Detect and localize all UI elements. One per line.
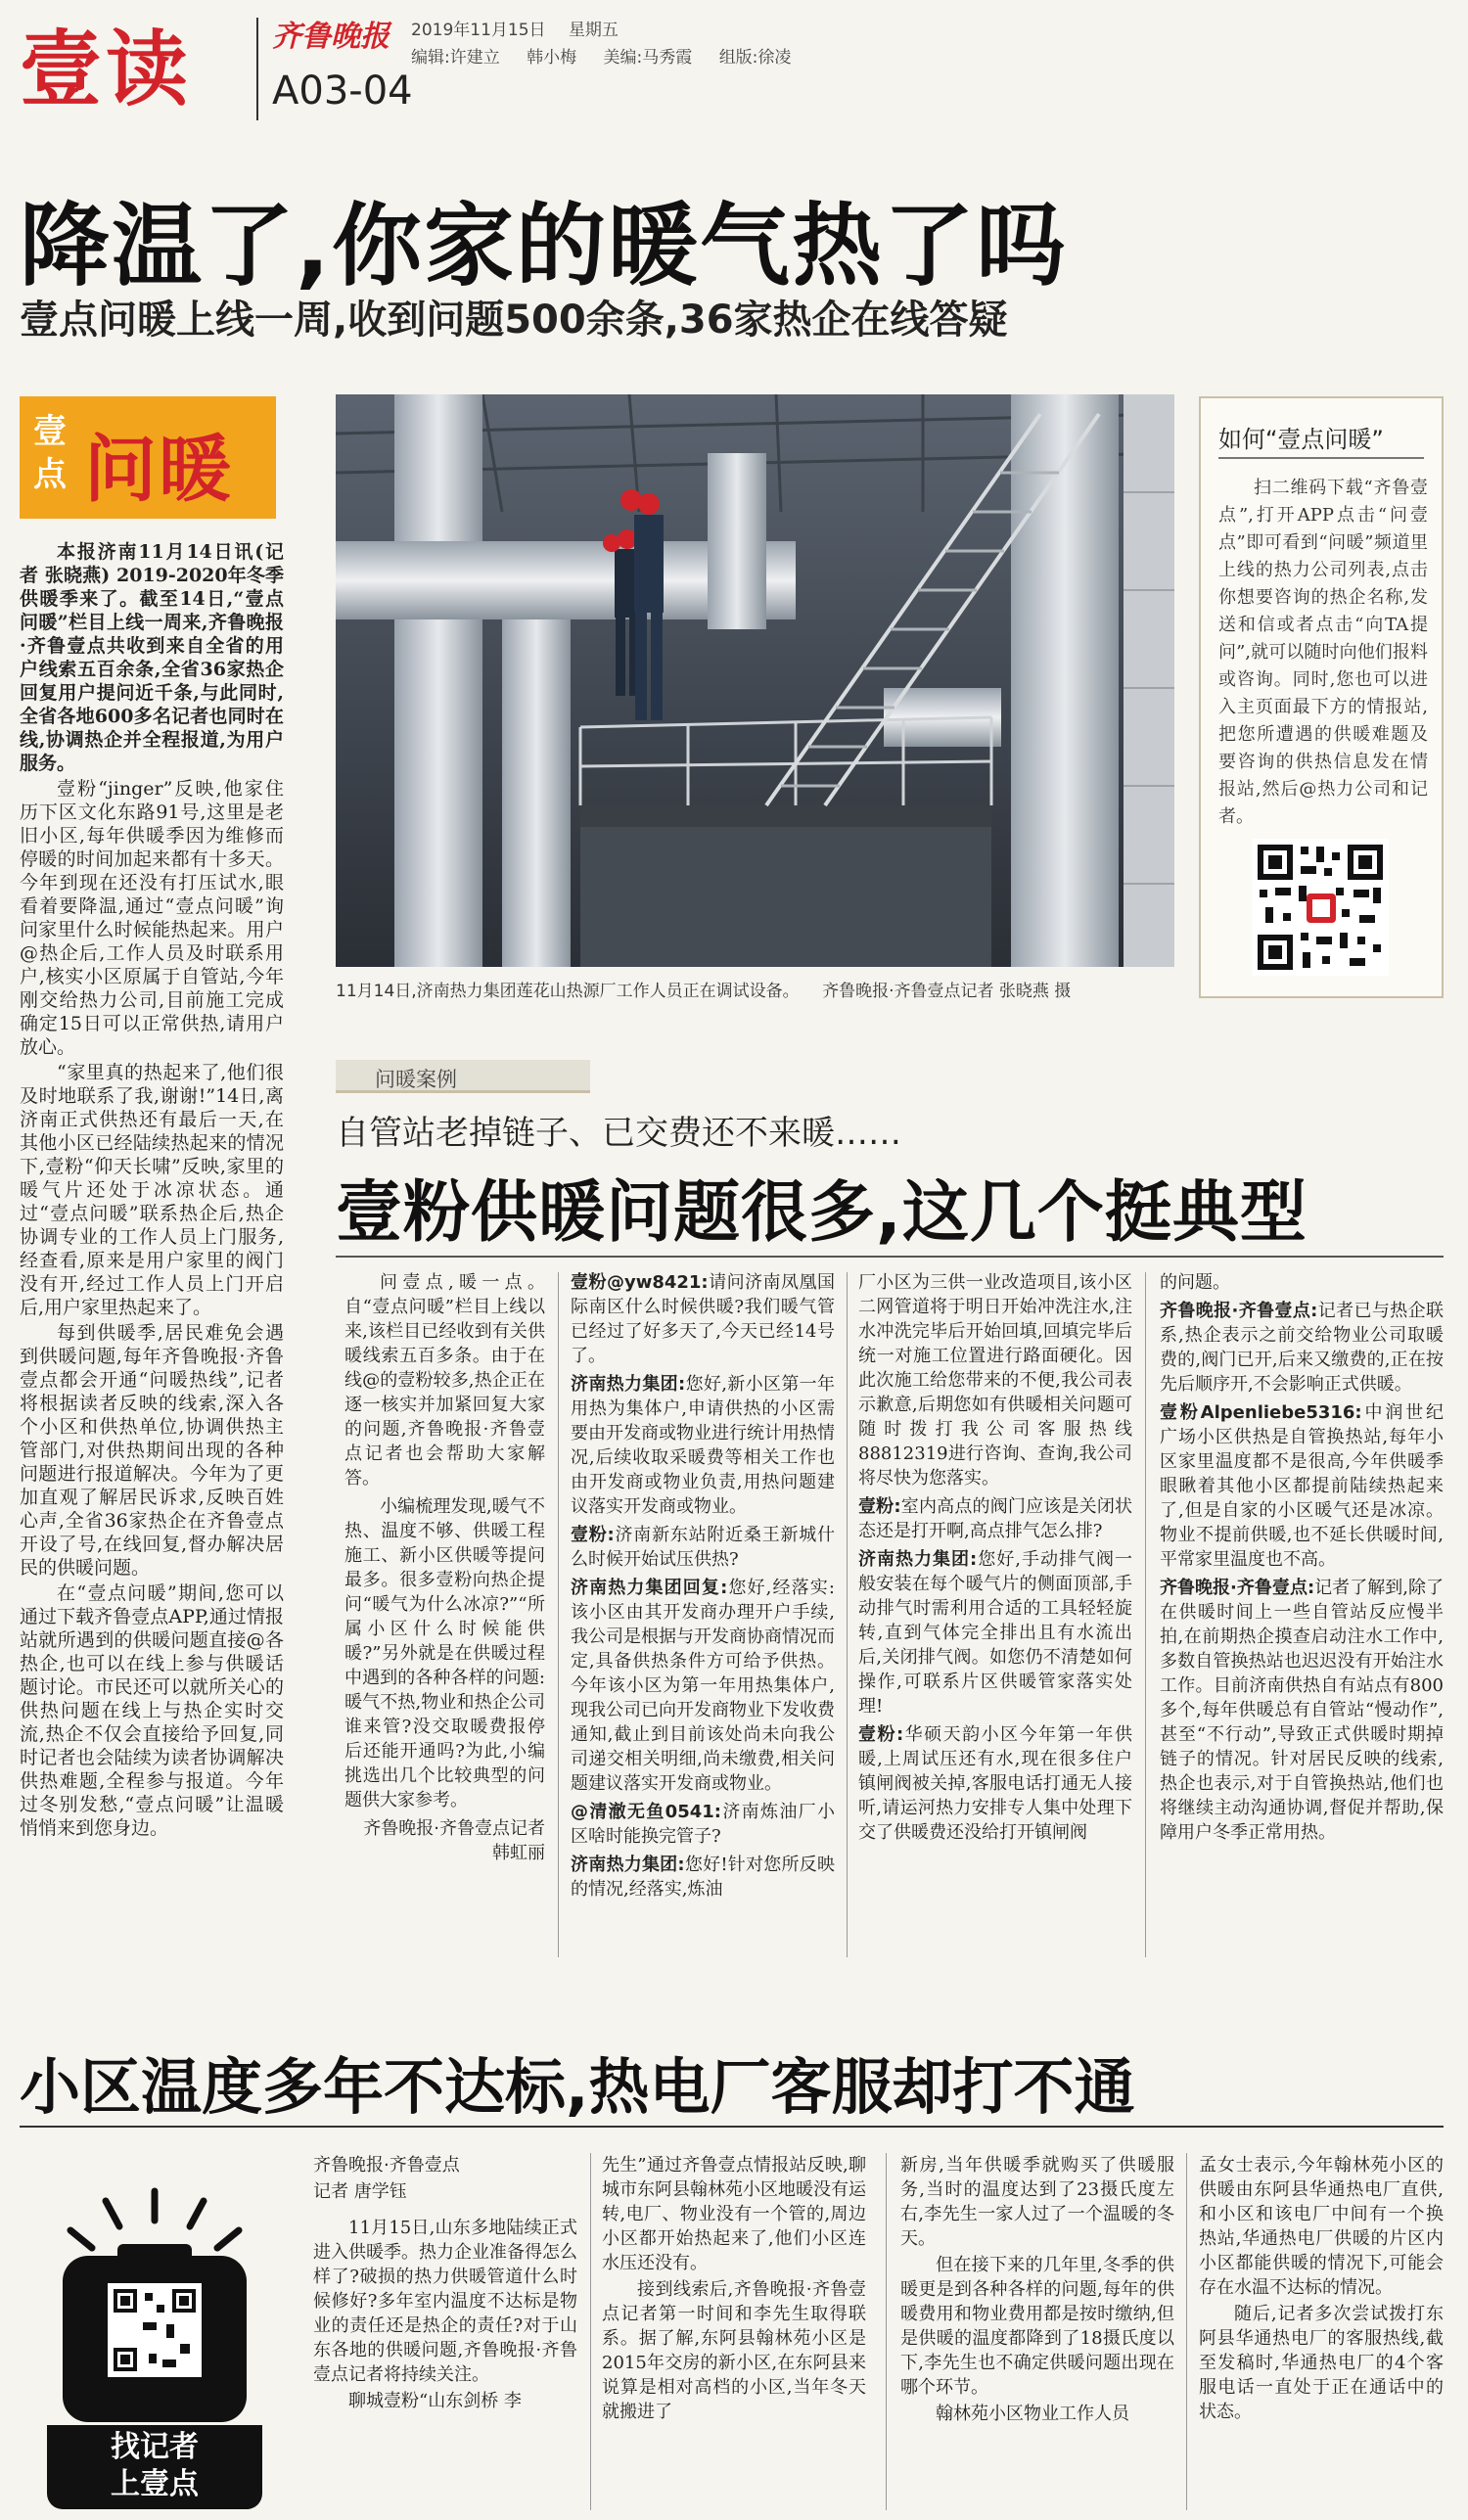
howto-text: 扫二维码下载“齐鲁壹点”,打开APP点击“问壹点”即可看到“问暖”频道里上线的热力公司列表,点击你想要咨询的热企名称,发送和信或者点击“向TA提问”,就可以随时向他们报料或咨询。同时,您也可以进入主页面最下方的情报站,把您所遭遇的供暖难题及要咨询的供热信息发在情报站,然后@热力公司和记者。 bbox=[1218, 478, 1428, 827]
qa-lead: 壹粉: bbox=[858, 1724, 904, 1745]
issue-weekday: 星期五 bbox=[568, 21, 619, 40]
bottom-article-column-3 bbox=[900, 2153, 1174, 2515]
qa-item bbox=[1160, 1400, 1444, 1572]
paper-name-logo: 齐鲁晚报 bbox=[272, 20, 390, 54]
news-photo bbox=[336, 394, 1174, 967]
column-logo bbox=[20, 396, 276, 519]
qa-text: 华硕天韵小区今年第一年供暖,上周试压还有水,现在很多住户镇闸阀被关掉,客服电话打通无人接听,请运河热力安排专人集中处理下交了供暖费还没给打开镇闸阀 bbox=[858, 1724, 1132, 1843]
bottom-headline: 小区温度多年不达标,热电厂客服却打不通 bbox=[20, 2051, 1135, 2123]
bottom-divider bbox=[20, 2126, 1444, 2128]
article-paragraph: 但在接下来的几年里,冬季的供暖更是到各种各样的问题,每年的供暖费用和物业费用都是按时缴纳,但是供暖的温度都降到了18摄氏度以下,李先生也不确定供暖问题出现在哪个环节。 bbox=[900, 2255, 1174, 2398]
article-paragraph: 11月15日,山东多地陆续正式进入供暖季。热力企业准备得怎么样了?破损的热力供暖管道什么时候修好?多年室内温度不达标是物业的责任还是热企的责任?对于山东各地的供暖问题,齐鲁晚报·齐鲁壹点记者将持续关注。 bbox=[313, 2218, 577, 2385]
staff-line bbox=[411, 43, 812, 68]
qa-lead: 齐鲁晚报·齐鲁壹点: bbox=[1160, 1578, 1315, 1598]
qa-lead: 壹粉@yw8421: bbox=[571, 1272, 709, 1293]
howto-title: 如何“壹点问暖” bbox=[1218, 426, 1384, 453]
article-paragraph: 壹粉“jinger”反映,他家住历下区文化东路91号,这里是老旧小区,每年供暖季因为维修而停暖的时间加起来都有十多天。今年到现在还没有打压试水,眼看着要降温,通过“壹点问暖”询问家里什么时候能热起来。用户@热企后,工作人员及时联系用户,核实小区原属于自管站,今年刚交给热力公司,目前施工完成确定15日可以正常供热,请用户放心。 bbox=[20, 778, 284, 1058]
column-divider bbox=[886, 2153, 887, 2510]
proofreader: 组版:徐凌 bbox=[718, 48, 792, 68]
article-paragraph: 每到供暖季,居民难免会遇到供暖问题,每年齐鲁晚报·齐鲁壹点都会开通“问暖热线”,记者将根据读者反映的线索,深入各个小区和供热单位,协调供热主管部门,对供热期间出现的各种问题进行报道解决。今年为了更加直观了解居民诉求,反映百姓心声,全省36家热企在齐鲁壹点开设了号,在线回复,督办解决居民的供暖问题。 bbox=[20, 1322, 284, 1579]
qa-text: 济南新东站附近桑王新城什么时候开始试压供热? bbox=[571, 1525, 835, 1570]
badge-line-2: 上壹点 bbox=[111, 2467, 199, 2501]
article-paragraph: 聊城壹粉“山东剑桥 李 bbox=[348, 2391, 522, 2411]
column-divider bbox=[1186, 2153, 1187, 2510]
case-byline: 齐鲁晚报·齐鲁壹点记者 韩虹丽 bbox=[363, 1818, 545, 1863]
qa-text: 室内高点的阀门应该是关闭状态还是打开啊,高点排气怎么排? bbox=[858, 1496, 1132, 1541]
qa-lead: 齐鲁晚报·齐鲁壹点: bbox=[1160, 1301, 1318, 1321]
qa-lead: 济南热力集团: bbox=[571, 1855, 685, 1875]
camera-icon[interactable] bbox=[57, 2187, 252, 2422]
qa-lead: 壹粉: bbox=[858, 1496, 901, 1517]
qa-item bbox=[858, 1722, 1132, 1845]
qa-text: 您好!针对您所反映的情况,经落实,炼油 bbox=[571, 1855, 835, 1900]
qa-text: 济南炼油厂小区啥时能换完管子? bbox=[571, 1802, 835, 1847]
section-name: 壹读 bbox=[20, 22, 193, 117]
qa-text: 您好,手动排气阀一般安装在每个暖气片的侧面顶部,手动排气时需利用合适的工具轻轻旋转,直到气体完全排出且有水流出后,关闭排气阀。如您仍不清楚如何操作,可联系片区供暖管家落实处理! bbox=[858, 1549, 1132, 1717]
qr-code-icon[interactable] bbox=[1252, 839, 1389, 976]
lead-article bbox=[20, 540, 284, 1959]
qa-text: 记者了解到,除了在供暖时间上一些自管站反应慢半拍,在前期热企摸查启动注水工作中,多数自管换热站也迟迟没有开始注水工作。目前济南供热自有站点有800多个,每年供暖总有自管站“慢动作”,甚至“不行动”,导致正式供暖时期掉链子的情况。针对居民反映的线索,热企也表示,对于自管换热站,他们也将继续主动沟通协调,督促并帮助,保障用户冬季正常用热。 bbox=[1160, 1578, 1444, 1843]
case-divider bbox=[336, 1256, 1444, 1258]
issue-date: 2019年11月15日 bbox=[411, 21, 546, 40]
logo-small-text: 壹点 bbox=[33, 412, 67, 494]
page-number: A03-04 bbox=[272, 69, 413, 114]
badge-line-1: 找记者 bbox=[111, 2430, 199, 2464]
bottom-byline bbox=[313, 2153, 577, 2204]
qa-item bbox=[571, 1270, 835, 1368]
qa-item bbox=[858, 1494, 1132, 1543]
designer: 美编:马秀霞 bbox=[603, 48, 693, 68]
case-kicker: 自管站老掉链子、已交费还不来暖…… bbox=[336, 1114, 901, 1153]
qa-text: 中润世纪广场小区供热是自管换热站,每年小区家里温度都不是很高,今年供暖季眼瞅着其他小区都提前陆续热起来了,但是自家的小区暖气还是冰凉。物业不提前供暖,也不延长供暖时间,平常家里温度也不高。 bbox=[1160, 1402, 1444, 1570]
qa-item bbox=[858, 1270, 1132, 1490]
byline-outlet: 齐鲁晚报·齐鲁壹点 bbox=[313, 2155, 460, 2176]
qa-text: 记者已与热企联系,热企表示之前交给物业公司取暖费的,阀门已开,后来又缴费的,正在按先后顺序开,不会影响正式供暖。 bbox=[1160, 1301, 1444, 1395]
qa-item bbox=[1160, 1299, 1444, 1397]
byline-reporter: 记者 唐学钰 bbox=[313, 2181, 407, 2202]
article-paragraph: 接到线索后,齐鲁晚报·齐鲁壹点记者第一时间和李先生取得联系。据了解,东阿县翰林苑小区是2015年交房的新小区,在东阿县来说算是相对高档的小区,当年冬天就搬进了 bbox=[602, 2279, 866, 2422]
photo-caption bbox=[336, 977, 1174, 1001]
case-section-tag bbox=[336, 1060, 590, 1093]
masthead-divider bbox=[256, 18, 258, 120]
bottom-article-column-2 bbox=[602, 2153, 866, 2515]
qa-lead: 济南热力集团: bbox=[858, 1549, 978, 1570]
case-intro-paragraph: 问壹点,暖一点。自“壹点问暖”栏目上线以来,该栏目已经收到有关供暖线索五百多条。由于在线@的壹粉较多,热企正在逐一核实并加紧回复大家的问题,齐鲁晚报·齐鲁壹点记者也会帮助大家解答。 bbox=[344, 1272, 545, 1489]
qa-lead: 济南热力集团回复: bbox=[571, 1578, 728, 1598]
howto-divider bbox=[1218, 457, 1424, 459]
editor: 编辑:许建立 bbox=[411, 48, 500, 68]
qa-text: 请问济南凤凰国际南区什么时候供暖?我们暖气管已经过了好多天了,今天已经14号了。 bbox=[571, 1272, 835, 1366]
howto-sidebar bbox=[1199, 396, 1444, 998]
qa-lead: 壹粉Alpenliebe5316: bbox=[1160, 1402, 1362, 1423]
article-paragraph: 随后,记者多次尝试拨打东阿县华通热电厂的客服热线,截至发稿时,华通热电厂的4个客服电话一直处于正在通话中的状态。 bbox=[1199, 2304, 1444, 2422]
masthead bbox=[0, 0, 1468, 132]
column-divider bbox=[1145, 1272, 1146, 1957]
column-divider bbox=[590, 2153, 591, 2510]
column-divider bbox=[558, 1272, 559, 1957]
find-reporter-badge[interactable] bbox=[47, 2425, 262, 2509]
column-divider bbox=[847, 1272, 848, 1957]
main-subheadline: 壹点问暖上线一周,收到问题500余条,36家热企在线答疑 bbox=[20, 298, 1008, 343]
qa-item bbox=[571, 1576, 835, 1796]
qa-item bbox=[571, 1372, 835, 1519]
case-tag-label: 问暖案例 bbox=[375, 1068, 457, 1091]
case-intro-column bbox=[344, 1270, 545, 1955]
qa-text: 您好,新小区第一年用热为集体户,申请供热的小区需要由开发商或物业进行统计用热情况,后续收取采暖费等相关工作也由开发商或物业负责,用热问题建议落实开发商或物业。 bbox=[571, 1374, 835, 1517]
lead-paragraph: 本报济南11月14日讯(记者 张晓燕) 2019-2020年冬季供暖季来了。截至14日,“壹点问暖”栏目上线一周来,齐鲁晚报·齐鲁壹点共收到来自全省的用户线索五百余条,全省36家热企回复用户提问近千条,与此同时,全省各地600多名记者也同时在线,协调热企并全程报道,为用户服务。 bbox=[20, 541, 284, 774]
qa-lead: @清澈无鱼0541: bbox=[571, 1802, 721, 1822]
article-paragraph: 先生”通过齐鲁壹点情报站反映,聊城市东阿县翰林苑小区地暖没有运转,电厂、物业没有一个管的,周边小区都开始热起来了,他们小区连水压还没有。 bbox=[602, 2155, 866, 2273]
editor2: 韩小梅 bbox=[527, 48, 577, 68]
issue-info bbox=[411, 16, 636, 40]
article-paragraph: 翰林苑小区物业工作人员 bbox=[936, 2404, 1129, 2424]
photo-credit: 齐鲁晚报·齐鲁壹点记者 张晓燕 摄 bbox=[822, 982, 1072, 1001]
article-paragraph: “家里真的热起来了,他们很及时地联系了我,谢谢!”14日,离济南正式供热还有最后一天,在其他小区已经陆续热起来的情况下,壹粉“仰天长啸”反映,家里的暖气片还处于冰凉状态。通过“壹点问暖”联系热企后,热企协调专业的工作人员上门服务,经查看,原来是用户家里的阀门没有开,经过工作人员上门开启后,用户家里热起来了。 bbox=[20, 1062, 284, 1318]
main-headline: 降温了,你家的暖气热了吗 bbox=[20, 194, 1068, 298]
qa-text: 的问题。 bbox=[1160, 1272, 1230, 1293]
article-paragraph: 孟女士表示,今年翰林苑小区的供暖由东阿县华通热电厂直供,和小区和该电厂中间有一个换热站,华通热电厂供暖的片区内小区都能供暖的情况下,可能会存在水温不达标的情况。 bbox=[1199, 2155, 1444, 2298]
bottom-article-column-1 bbox=[313, 2153, 577, 2515]
case-intro-paragraph: 小编梳理发现,暖气不热、温度不够、供暖工程施工、新小区供暖等提问最多。很多壹粉向热企提问“暖气为什么冰凉?”“所属小区什么时候能供暖?”另外就是在供暖过程中遇到的各种各样的问题:暖气不热,物业和热企公司谁来管?没交取暖费报停后还能开通吗?为此,小编挑选出几个比较典型的问题供大家参考。 bbox=[344, 1496, 545, 1810]
article-paragraph: 在“壹点问暖”期间,您可以通过下载齐鲁壹点APP,通过情报站就所遇到的供暖问题直接@各热企,也可以在线上参与供暖话题讨论。市民还可以就所关心的供热问题在线上与热企实时交流,热企不仅会直接给予回复,同时记者也会陆续为读者协调解决供热难题,全程参与报道。今年过冬别发愁,“壹点问暖”让温暖悄悄来到您身边。 bbox=[20, 1582, 284, 1839]
qa-item bbox=[571, 1800, 835, 1849]
article-paragraph: 新房,当年供暖季就购买了供暖服务,当时的温度达到了23摄氏度左右,李先生一家人过了一个温暖的冬天。 bbox=[900, 2155, 1174, 2249]
qa-column-1 bbox=[571, 1270, 835, 1955]
qa-lead: 济南热力集团: bbox=[571, 1374, 686, 1395]
caption-text: 11月14日,济南热力集团莲花山热源厂工作人员正在调试设备。 bbox=[336, 982, 800, 1001]
bottom-article-column-4 bbox=[1199, 2153, 1444, 2515]
case-headline: 壹粉供暖问题很多,这几个挺典型 bbox=[336, 1174, 1307, 1252]
qa-item bbox=[858, 1547, 1132, 1718]
qa-item bbox=[1160, 1270, 1444, 1295]
qa-lead: 壹粉: bbox=[571, 1525, 615, 1545]
logo-big-text: 问暖 bbox=[84, 428, 233, 512]
qa-item bbox=[571, 1523, 835, 1572]
qa-column-3 bbox=[1160, 1270, 1444, 1955]
qa-text: 厂小区为三供一业改造项目,该小区二网管道将于明日开始冲洗注水,注水冲洗完毕后开始回填,回填完毕后统一对施工位置进行路面硬化。因此次施工给您带来的不便,我公司表示歉意,后期您如有供暖相关问题可随时拨打我公司客服热线88812319进行咨询、查询,我公司将尽快为您落实。 bbox=[858, 1272, 1132, 1489]
qa-column-2 bbox=[858, 1270, 1132, 1955]
qa-item bbox=[571, 1853, 835, 1901]
qa-text: 您好,经落实:该小区由其开发商办理开户手续,我公司是根据与开发商协商情况而定,具备供热条件方可给予供热。今年该小区为第一年用热集体户,现我公司已向开发商物业下发收费通知,截止到目前该处尚未向我公司递交相关明细,尚未缴费,相关问题建议落实开发商或物业。 bbox=[571, 1578, 835, 1794]
qa-item bbox=[1160, 1576, 1444, 1845]
boiler-room-photo bbox=[336, 394, 1174, 967]
